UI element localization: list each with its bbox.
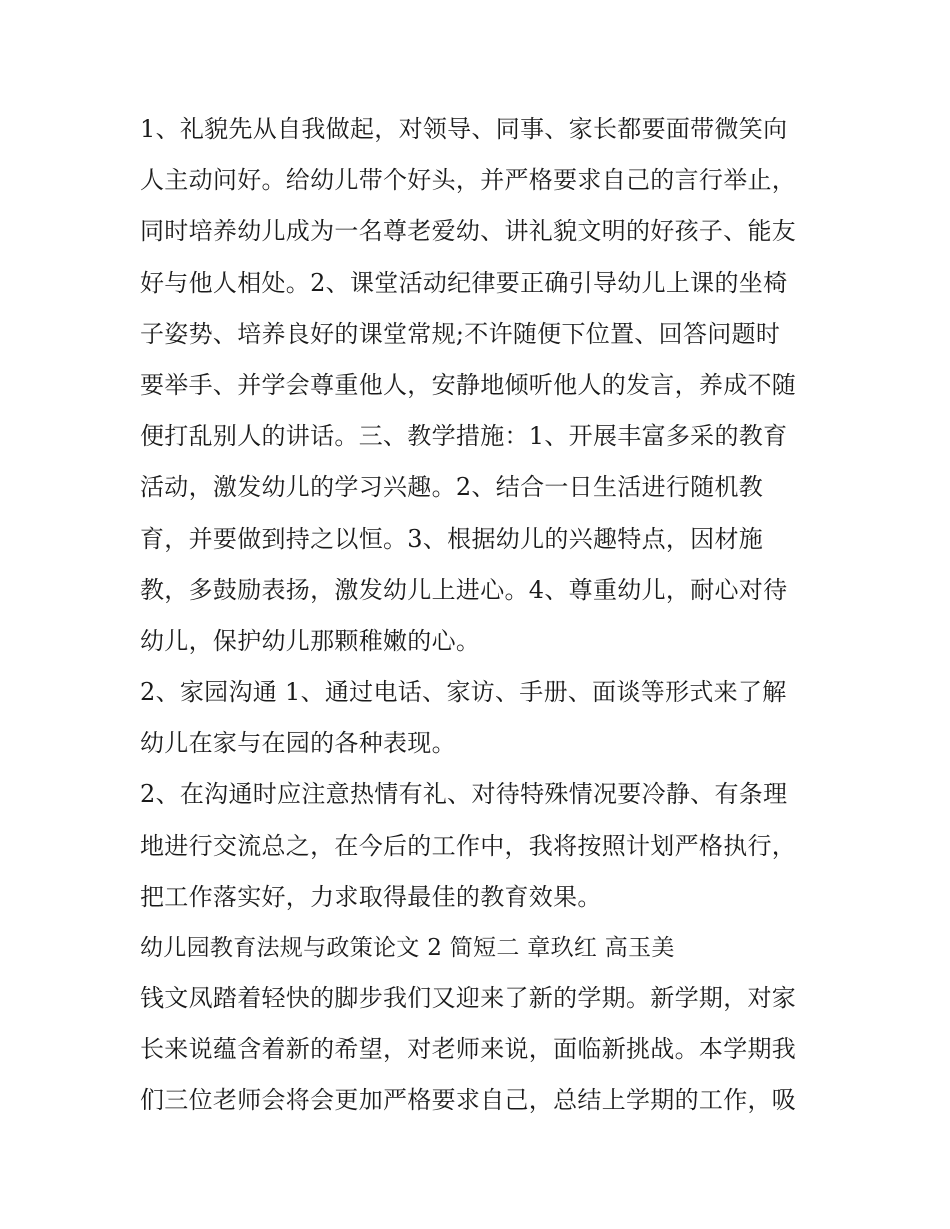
text-line: 幼儿，保护幼儿那颗稚嫩的心。 bbox=[140, 626, 481, 655]
text-line: 便打乱别人的讲话。三、教学措施：1、开展丰富多采的教育 bbox=[140, 422, 788, 451]
text-line: 2、在沟通时应注意热情有礼、对待特殊情况要冷静、有条理 bbox=[140, 780, 788, 809]
text-line: 人主动问好。给幼儿带个好头，并严格要求自己的言行举止， bbox=[140, 166, 797, 195]
text-line: 活动，激发幼儿的学习兴趣。2、结合一日生活进行随机教 bbox=[140, 473, 764, 502]
text-line: 要举手、并学会尊重他人，安静地倾听他人的发言，养成不随 bbox=[140, 370, 797, 399]
text-line: 长来说蕴含着新的希望，对老师来说，面临新挑战。本学期我 bbox=[140, 1035, 797, 1064]
section-heading: 幼儿园教育法规与政策论文 2 简短二 章玖红 高玉美 bbox=[140, 935, 675, 961]
document-body bbox=[140, 104, 820, 1127]
text-line: 2、家园沟通 1、通过电话、家访、手册、面谈等形式来了解 bbox=[140, 678, 787, 707]
text-line: 们三位老师会将会更加严格要求自己，总结上学期的工作，吸 bbox=[140, 1086, 797, 1115]
text-line: 好与他人相处。2、课堂活动纪律要正确引导幼儿上课的坐椅 bbox=[140, 268, 788, 297]
text-line: 教，多鼓励表扬，激发幼儿上进心。4、尊重幼儿，耐心对待 bbox=[140, 575, 788, 604]
text-line: 钱文凤踏着轻快的脚步我们又迎来了新的学期。新学期，对家 bbox=[140, 984, 797, 1012]
text-line: 子姿势、培养良好的课堂常规;不许随便下位置、回答问题时 bbox=[140, 319, 781, 348]
text-line: 幼儿在家与在园的各种表现。 bbox=[140, 729, 456, 758]
text-line: 育，并要做到持之以恒。3、根据幼儿的兴趣特点，因材施 bbox=[140, 524, 764, 553]
text-line: 地进行交流总之，在今后的工作中，我将按照计划严格执行， bbox=[140, 831, 797, 860]
text-line: 同时培养幼儿成为一名尊老爱幼、讲礼貌文明的好孩子、能友 bbox=[140, 217, 797, 246]
text-line: 1、礼貌先从自我做起，对领导、同事、家长都要面带微笑向 bbox=[140, 115, 788, 143]
text-line: 把工作落实好，力求取得最佳的教育效果。 bbox=[140, 882, 602, 911]
